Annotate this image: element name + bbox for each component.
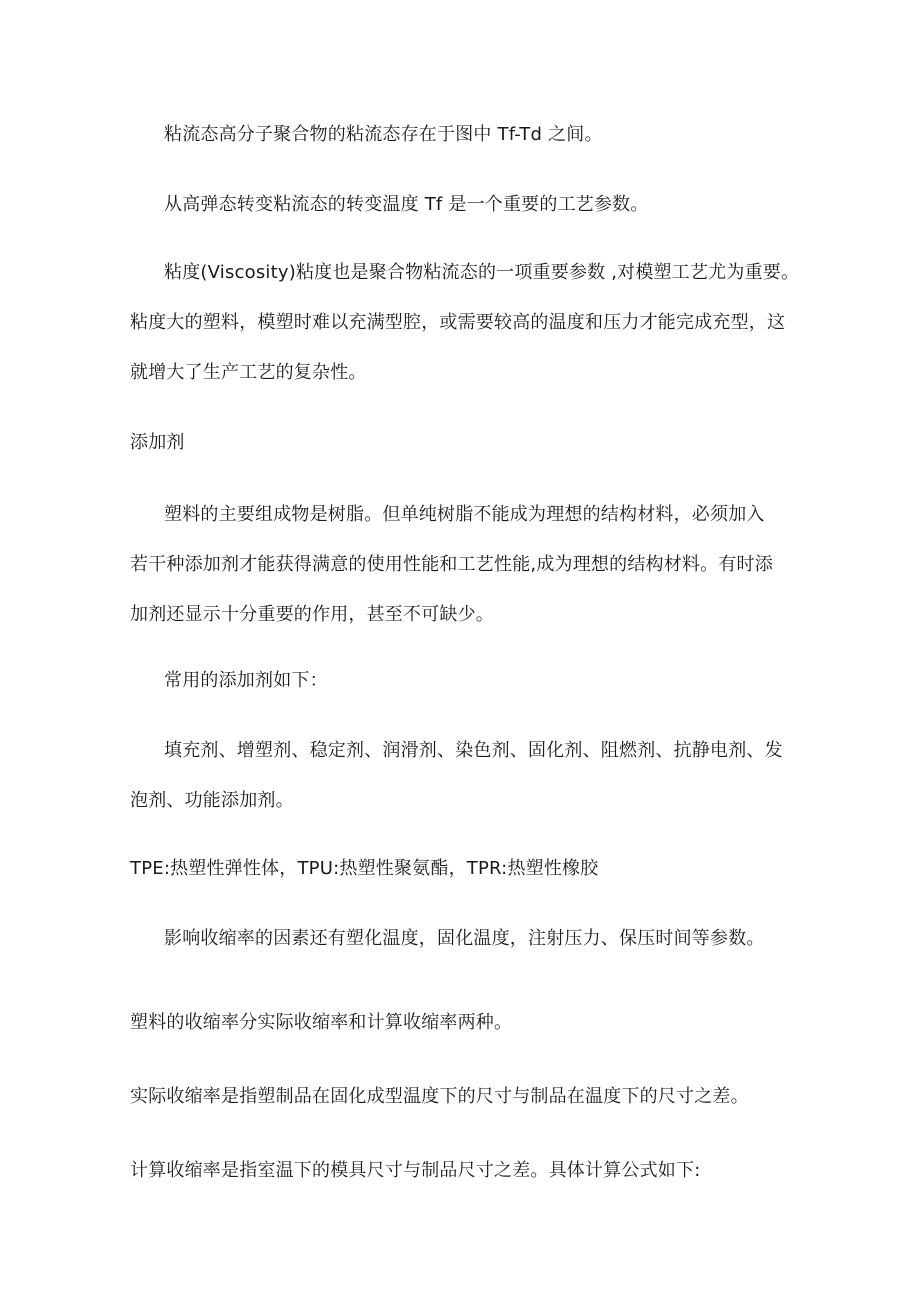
section-heading-additives: [130, 418, 794, 468]
text-line: 粘度(Viscosity)粘度也是聚合物粘流态的一项重要参数 ,对模塑工艺尤为重要。: [164, 262, 800, 283]
text-line: 泡剂、功能添加剂。: [130, 790, 294, 811]
paragraph-actual-shrinkage: [130, 1072, 794, 1122]
heading-text: 添加剂: [130, 432, 185, 453]
paragraph-common-additives-intro: [130, 656, 794, 706]
text-line: 填充剂、增塑剂、稳定剂、润滑剂、染色剂、固化剂、阻燃剂、抗静电剂、发: [164, 740, 783, 761]
paragraph-shrinkage-types: [130, 998, 794, 1048]
paragraph-viscous-state: [130, 110, 794, 160]
text-line: 常用的添加剂如下：: [164, 670, 328, 691]
paragraph-additive-list: [130, 726, 794, 826]
text-line: 影响收缩率的因素还有塑化温度，固化温度，注射压力、保压时间等参数。: [164, 928, 765, 949]
text-line: 就增大了生产工艺的复杂性。: [130, 362, 367, 383]
paragraph-transition-temperature: [130, 180, 794, 230]
text-line: 从高弹态转变粘流态的转变温度 Tf 是一个重要的工艺参数。: [164, 194, 649, 215]
paragraph-calculated-shrinkage: [130, 1146, 794, 1196]
text-line: 塑料的主要组成物是树脂。但单纯树脂不能成为理想的结构材料，必须加入: [164, 504, 765, 525]
text-line: TPE:热塑性弹性体，TPU:热塑性聚氨酯，TPR:热塑性橡胶: [130, 858, 599, 879]
paragraph-tpe-tpu-tpr: [130, 844, 794, 894]
text-line: 粘度大的塑料，模塑时难以充满型腔，或需要较高的温度和压力才能完成充型，这: [130, 312, 786, 333]
paragraph-shrinkage-factors: [130, 914, 794, 964]
text-line: 粘流态高分子聚合物的粘流态存在于图中 Tf-Td 之间。: [164, 124, 603, 145]
paragraph-viscosity: [130, 248, 800, 398]
text-line: 若干种添加剂才能获得满意的使用性能和工艺性能,成为理想的结构材料。有时添: [130, 554, 773, 575]
text-line: 实际收缩率是指塑制品在固化成型温度下的尺寸与制品在温度下的尺寸之差。: [130, 1086, 749, 1107]
paragraph-resin-additives: [130, 490, 794, 640]
text-line: 塑料的收缩率分实际收缩率和计算收缩率两种。: [130, 1012, 513, 1033]
text-line: 加剂还显示十分重要的作用，甚至不可缺少。: [130, 604, 494, 625]
text-line: 计算收缩率是指室温下的模具尺寸与制品尺寸之差。具体计算公式如下:: [130, 1160, 701, 1181]
